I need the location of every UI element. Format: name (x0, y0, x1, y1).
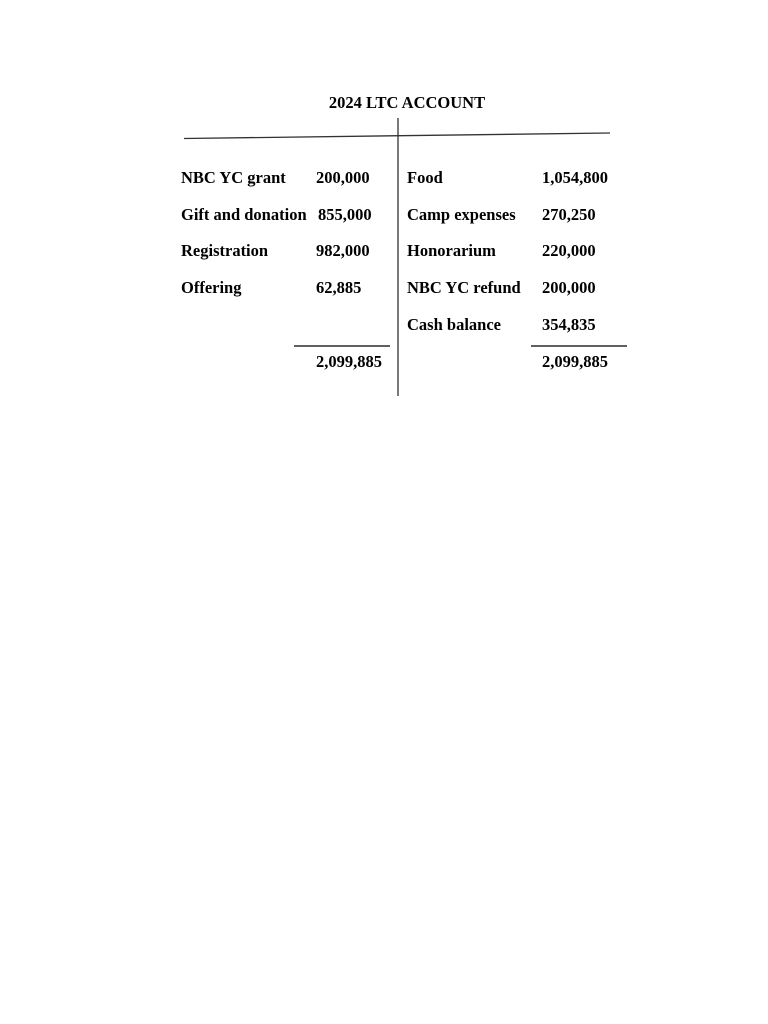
debit-total: 2,099,885 (316, 352, 382, 371)
debit-row-label: Registration (181, 241, 269, 260)
debit-row-amount: 200,000 (316, 168, 370, 187)
t-account-horizontal-rule (184, 133, 610, 139)
debit-row-amount: 982,000 (316, 241, 370, 260)
credit-total: 2,099,885 (542, 352, 608, 371)
debit-row-label: Gift and donation (181, 205, 307, 224)
debit-row-label: Offering (181, 278, 242, 297)
credit-row-amount: 220,000 (542, 241, 596, 260)
credit-row-amount: 354,835 (542, 315, 596, 334)
credit-row-amount: 200,000 (542, 278, 596, 297)
credit-row-label: NBC YC refund (407, 278, 521, 297)
page-title: 2024 LTC ACCOUNT (328, 93, 486, 112)
credit-row-amount: 1,054,800 (542, 168, 608, 187)
credit-row-label: Camp expenses (407, 205, 516, 224)
debit-row-amount: 62,885 (316, 278, 362, 297)
debit-row-label: NBC YC grant (181, 168, 286, 187)
credit-row-amount: 270,250 (542, 205, 596, 224)
credit-row-label: Food (407, 168, 443, 187)
debit-row-amount: 855,000 (318, 205, 372, 224)
credit-row-label: Cash balance (407, 315, 501, 334)
credit-row-label: Honorarium (407, 241, 496, 260)
